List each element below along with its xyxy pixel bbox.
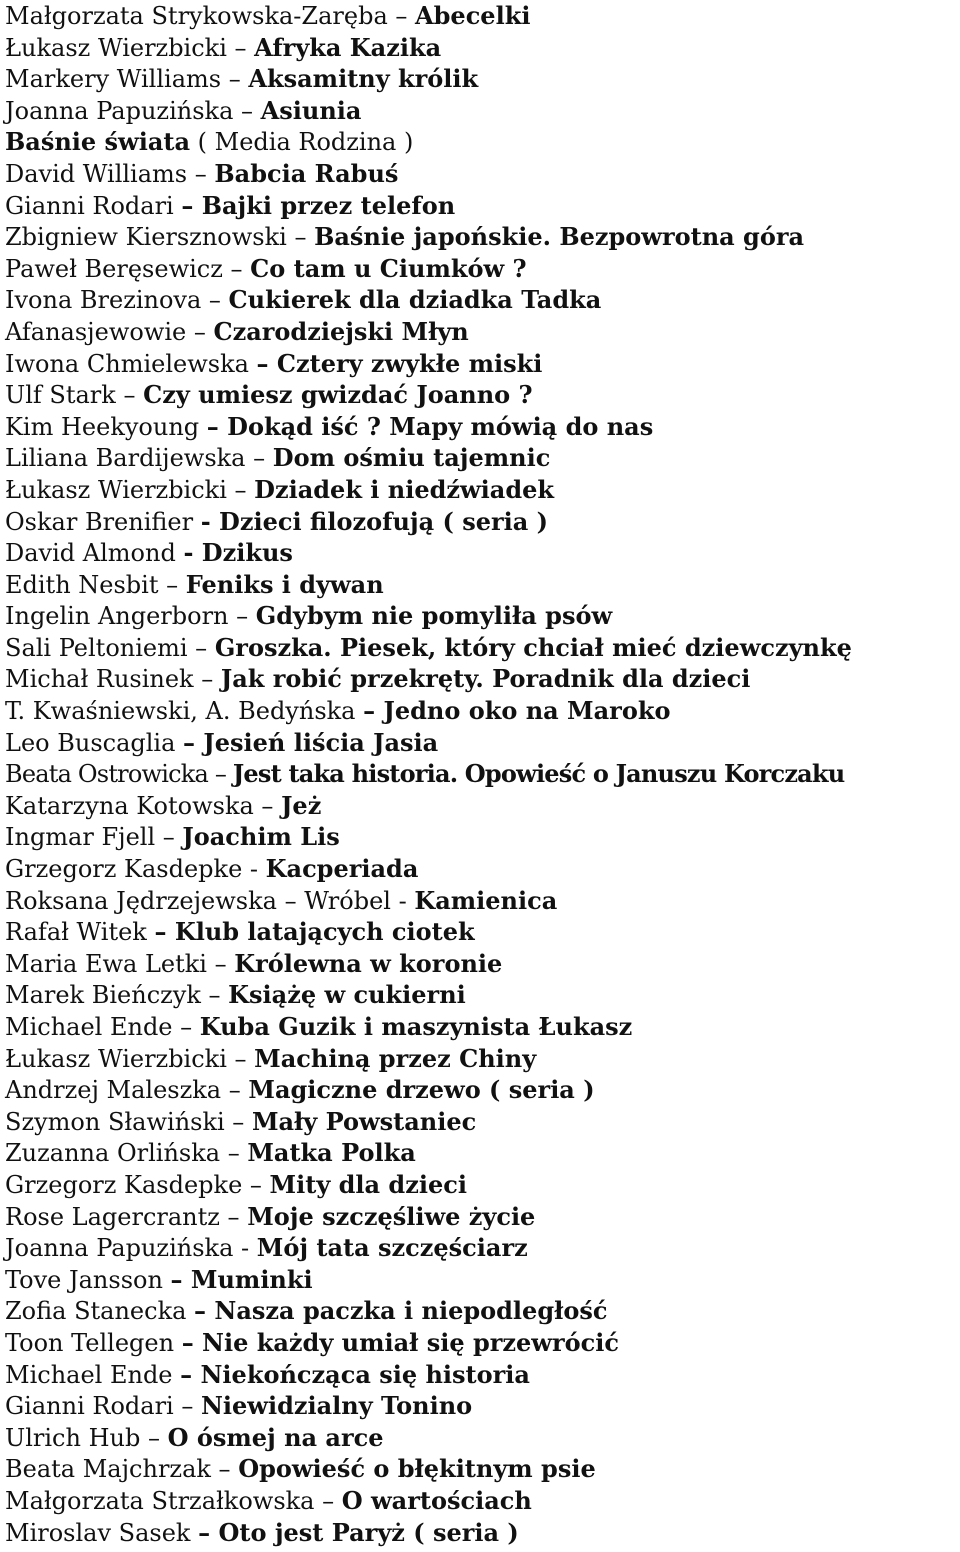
book-author: Marek Bieńczyk –	[5, 981, 229, 1010]
book-author: Gianni Rodari	[5, 191, 182, 220]
book-entry	[5, 979, 960, 1011]
book-title: Kamienica	[414, 885, 558, 915]
book-entry	[5, 632, 960, 664]
book-entry	[5, 758, 960, 790]
book-title: Mój tata szczęściarz	[256, 1233, 528, 1263]
book-author: Tove Jansson	[5, 1265, 171, 1294]
book-title: Joachim Lis	[182, 822, 340, 852]
book-author: Szymon Sławiński –	[5, 1107, 252, 1136]
book-entry	[5, 442, 960, 474]
book-title: Co tam u Ciumków ?	[250, 253, 527, 283]
book-author: Joanna Papuzińska –	[5, 96, 261, 125]
book-entry	[5, 506, 960, 538]
book-title: – Dokąd iść ? Mapy mówią do nas	[206, 411, 654, 441]
book-title: Moje szczęśliwe życie	[247, 1201, 536, 1231]
book-author: Roksana Jędrzejewska – Wróbel -	[5, 886, 415, 915]
book-title: Feniks i dywan	[185, 569, 384, 599]
book-entry	[5, 1011, 960, 1043]
book-entry	[5, 411, 960, 443]
book-author: Zuzanna Orlińska –	[5, 1139, 248, 1168]
book-title: – Cztery zwykłe miski	[256, 348, 543, 378]
book-entry	[5, 221, 960, 253]
book-entry	[5, 63, 960, 95]
book-title: Dom ośmiu tajemnic	[272, 443, 551, 473]
book-entry	[5, 1359, 960, 1391]
book-entry	[5, 316, 960, 348]
book-title: Mały Powstaniec	[251, 1106, 477, 1136]
book-title: – Bajki przez telefon	[181, 190, 456, 220]
book-entry	[5, 948, 960, 980]
book-title: Czarodziejski Młyn	[213, 316, 469, 346]
book-author: David Williams –	[5, 159, 215, 188]
book-entry	[5, 379, 960, 411]
book-entry	[5, 885, 960, 917]
book-author: Ulf Stark –	[5, 381, 144, 410]
book-author: Grzegorz Kasdepke –	[5, 1170, 270, 1199]
book-title: Cukierek dla dziadka Tadka	[228, 285, 602, 315]
book-entry	[5, 1485, 960, 1517]
book-author: Joanna Papuzińska -	[5, 1234, 257, 1263]
book-entry	[5, 1169, 960, 1201]
book-title: Abecelki	[415, 1, 531, 30]
book-title: O wartościach	[341, 1485, 532, 1515]
book-title: Magiczne drzewo ( seria )	[248, 1075, 595, 1105]
book-author: Rose Lagercrantz –	[5, 1202, 248, 1231]
book-entry	[5, 190, 960, 222]
book-entry	[5, 1390, 960, 1422]
book-title: Królewna w koronie	[234, 948, 503, 978]
book-title: Machiną przez Chiny	[254, 1043, 537, 1073]
book-entry	[5, 1264, 960, 1296]
book-entry	[5, 126, 960, 158]
book-entry	[5, 916, 960, 948]
book-entry	[5, 569, 960, 601]
book-author: ( Media Rodzina )	[190, 128, 414, 157]
book-author: Edith Nesbit –	[5, 570, 186, 599]
book-author: Katarzyna Kotowska –	[5, 791, 282, 820]
book-title: Mity dla dzieci	[269, 1169, 467, 1199]
book-title: – Jesień liścia Jasia	[183, 727, 439, 757]
book-entry	[5, 474, 960, 506]
book-entry	[5, 284, 960, 316]
book-entry	[5, 0, 960, 32]
book-title: Kuba Guzik i maszynista Łukasz	[199, 1012, 633, 1041]
book-author: Beata Ostrowicka –	[5, 760, 233, 789]
book-author: Beata Majchrzak –	[5, 1455, 239, 1484]
book-entry	[5, 1074, 960, 1106]
book-author: Liliana Bardijewska –	[5, 444, 273, 473]
book-author: Łukasz Wierzbicki –	[5, 475, 255, 504]
book-title: Niewidzialny Tonino	[200, 1391, 473, 1421]
book-author: Oskar Brenifier	[5, 507, 201, 536]
book-author: Małgorzata Strykowska-Zaręba –	[5, 2, 416, 30]
book-entry	[5, 1295, 960, 1327]
book-author: Andrzej Maleszka –	[5, 1076, 249, 1105]
book-title: – Oto jest Paryż ( seria )	[198, 1517, 519, 1547]
book-author: David Almond	[5, 539, 184, 568]
book-entry	[5, 348, 960, 380]
book-title: Matka Polka	[247, 1138, 416, 1168]
book-entry	[5, 1137, 960, 1169]
book-title: Dziadek i niedźwiadek	[254, 474, 555, 504]
book-entry	[5, 95, 960, 127]
book-title: – Klub latających ciotek	[154, 917, 475, 947]
book-author: Sali Peltoniemi –	[5, 633, 215, 662]
book-title: Baśnie japońskie. Bezpowrotna góra	[314, 222, 805, 252]
book-entry	[5, 32, 960, 64]
book-author: Zofia Stanecka	[5, 1297, 195, 1326]
book-entry	[5, 1232, 960, 1264]
book-title: Aksamitny królik	[248, 64, 479, 94]
book-author: Łukasz Wierzbicki –	[5, 33, 255, 62]
book-title: Opowieść o błękitnym psie	[238, 1454, 596, 1484]
book-author: Kim Heekyoung	[5, 412, 207, 441]
book-entry	[5, 1201, 960, 1233]
book-entry	[5, 695, 960, 727]
book-author: Leo Buscaglia	[5, 728, 184, 757]
book-title: Jak robić przekręty. Poradnik dla dzieci	[220, 664, 751, 694]
book-entry	[5, 1517, 960, 1549]
book-title: Jest taka historia. Opowieść o Januszu Korczaku	[232, 759, 845, 789]
book-author: Michael Ende –	[5, 1013, 200, 1041]
book-author: T. Kwaśniewski, A. Bedyńska	[5, 697, 364, 726]
book-title: Gdybym nie pomyliła psów	[255, 601, 613, 631]
book-entry	[5, 1422, 960, 1454]
book-author: Grzegorz Kasdepke -	[5, 855, 266, 884]
book-author: Maria Ewa Letki –	[5, 949, 235, 978]
book-entry	[5, 158, 960, 190]
book-author: Afanasjewowie –	[5, 317, 214, 346]
book-title: – Niekończąca się historia	[180, 1359, 530, 1389]
book-entry	[5, 790, 960, 822]
book-title: Asiunia	[260, 95, 362, 125]
book-entry	[5, 1453, 960, 1485]
book-author: Ingmar Fjell –	[5, 823, 183, 852]
book-title: - Dzieci filozofują ( seria )	[200, 506, 549, 536]
book-entry	[5, 253, 960, 285]
book-title: – Jedno oko na Maroko	[363, 696, 671, 726]
book-title: O ósmej na arce	[167, 1422, 384, 1452]
book-author: Markery Williams –	[5, 65, 249, 94]
book-title: Czy umiesz gwizdać Joanno ?	[143, 380, 533, 410]
book-entry	[5, 600, 960, 632]
book-author: Ingelin Angerborn –	[5, 602, 256, 631]
book-author: Michael Ende	[5, 1360, 181, 1389]
book-entry	[5, 727, 960, 759]
book-title: Jeż	[281, 790, 322, 820]
book-entry	[5, 1043, 960, 1075]
book-author: Małgorzata Strzałkowska –	[5, 1486, 342, 1515]
book-author: Łukasz Wierzbicki –	[5, 1044, 255, 1073]
book-author: Paweł Beręsewicz –	[5, 254, 251, 283]
book-entry	[5, 821, 960, 853]
book-author: Zbigniew Kiersznowski –	[5, 223, 315, 252]
book-author: Ulrich Hub –	[5, 1423, 168, 1452]
book-title: Baśnie świata	[5, 127, 191, 157]
book-title: Babcia Rabuś	[214, 158, 399, 188]
book-entry	[5, 663, 960, 695]
book-title: Książę w cukierni	[228, 980, 466, 1010]
book-title: – Nasza paczka i niepodległość	[194, 1296, 608, 1326]
book-author: Rafał Witek	[5, 918, 155, 947]
book-entry	[5, 1327, 960, 1359]
book-author: Miroslav Sasek	[5, 1518, 199, 1547]
book-author: Toon Tellegen	[5, 1328, 182, 1357]
book-entry	[5, 537, 960, 569]
book-author: Gianni Rodari –	[5, 1392, 201, 1421]
book-entry	[5, 853, 960, 885]
book-title: Kacperiada	[265, 854, 419, 884]
book-author: Ivona Brezinova –	[5, 286, 229, 315]
book-author: Michał Rusinek –	[5, 665, 221, 694]
book-entry	[5, 1106, 960, 1138]
book-title: Groszka. Piesek, który chciał mieć dziewczynkę	[214, 632, 852, 662]
book-title: - Dzikus	[183, 538, 293, 568]
book-title: Afryka Kazika	[254, 32, 442, 62]
book-author: Iwona Chmielewska	[5, 349, 257, 378]
book-title: – Muminki	[170, 1264, 313, 1294]
book-title: – Nie każdy umiał się przewrócić	[181, 1327, 619, 1357]
